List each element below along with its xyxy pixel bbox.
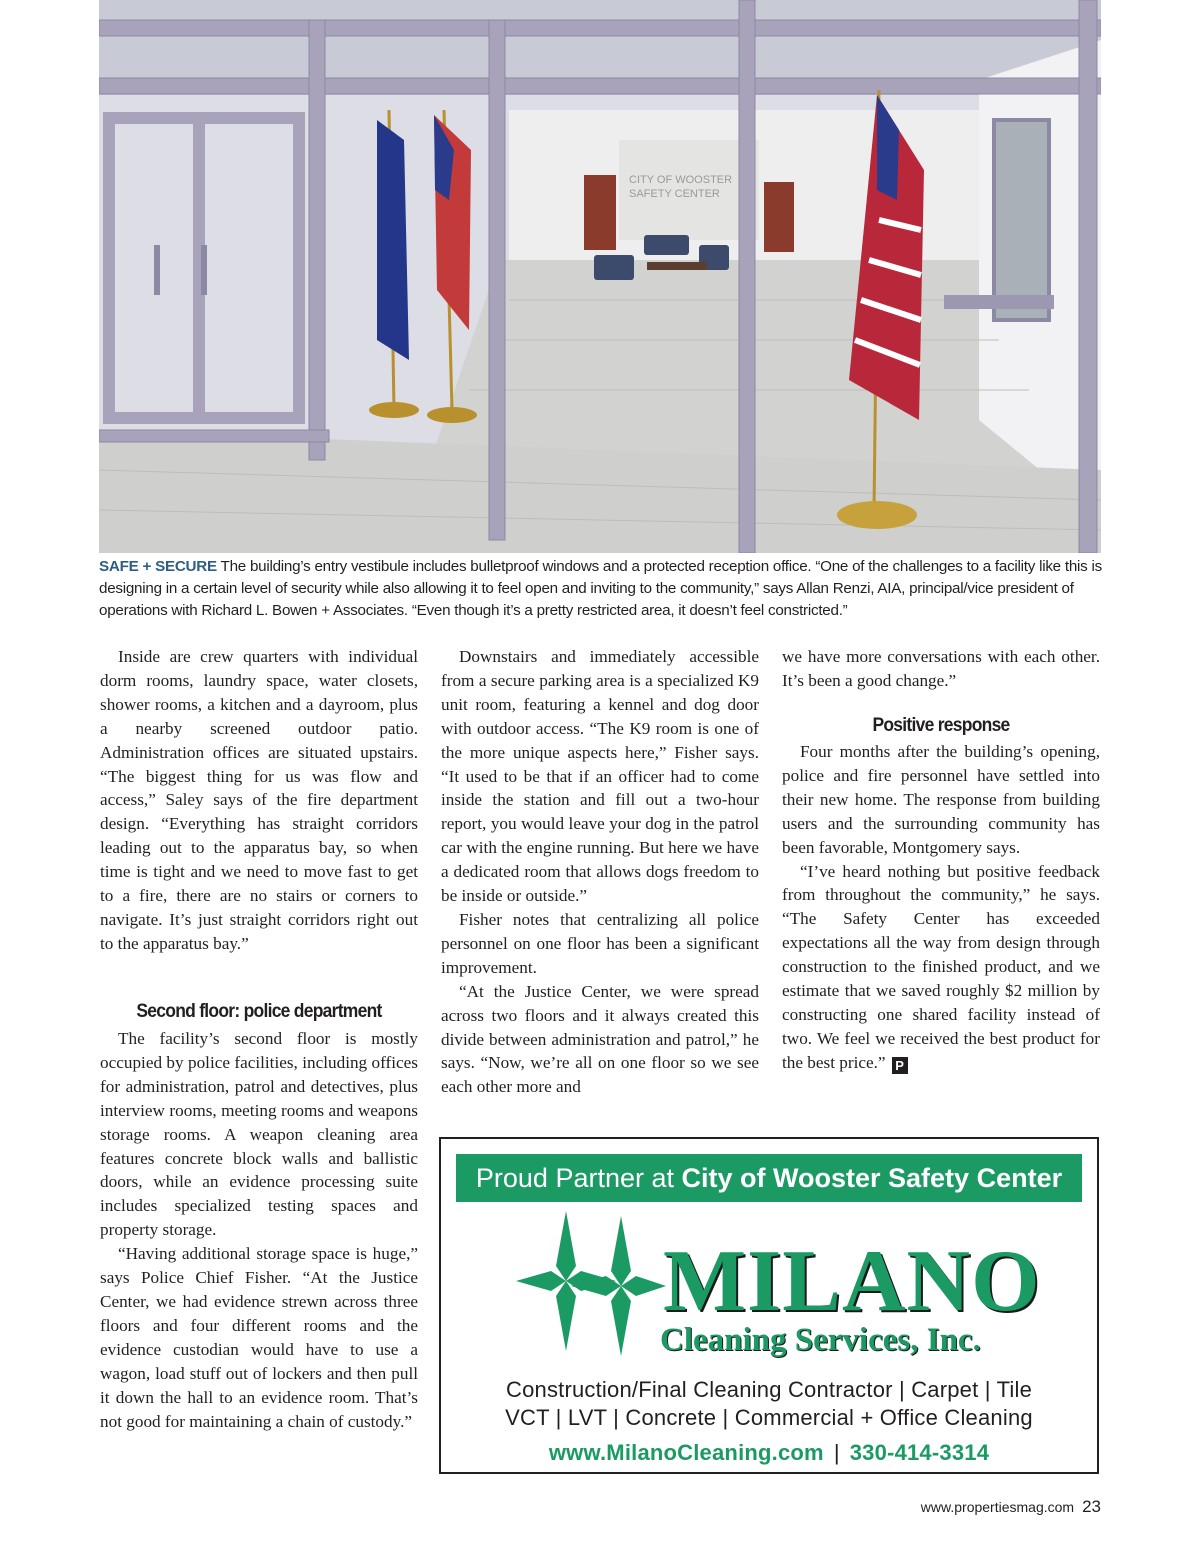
ad-contact-line [441,1439,1097,1467]
lobby-photo-illustration [99,0,1101,553]
hero-photo [99,0,1101,553]
col1-paragraph-2: The facility’s second floor is mostly occupied by police facilities, including offices for administration, patrol and detectives, plus interview rooms, meeting rooms and weapons storage rooms. A weapon cleaning area features concrete block walls and ballistic doors, while an evidence processing suite includes specialized testing spaces and property storage. [100,1029,418,1240]
col2-paragraph-1: Downstairs and immediately accessible from a secure parking area is a specialized K9 unit room, featuring a kennel and dog door with outdoor access. “The K9 room is one of the more unique aspects here,” Fisher says. “It used to be that if an officer had to come inside the station and fill out a two-hour report, you would leave your dog in the patrol car with the engine running. But here we have a dedicated room that allows dogs freedom to be inside or outside.” [441,647,759,906]
heading-second-floor: Second floor: police department [136,1001,382,1022]
milano-advertisement[interactable] [439,1137,1099,1474]
article-column-2 [441,645,759,1099]
end-of-article-mark: P [892,1057,908,1074]
article-column-3 [782,645,1100,693]
col3-paragraph-3 [782,860,1100,1075]
col1-paragraph-1: Inside are crew quarters with individual dorm rooms, laundry space, water closets, shower rooms, a kitchen and a dayroom, plus a nearby screened outdoor patio. Administration offices are situated upstairs. “The biggest thing for us was flow and access,” Saley says of the fire department design. “Everything has straight corridors leading out to the apparatus bay, so when time is tight and we need to move fast to get to a fire, there are no stairs or corners to navigate. It’s just straight corridors right out to the apparatus bay.” [100,647,418,953]
signage-line-1: CITY OF WOOSTER [629,174,733,186]
ad-phone-number[interactable]: 330-414-3314 [849,1440,990,1465]
signage-line-2: SAFETY CENTER [629,188,720,200]
footer-site-url[interactable]: www.propertiesmag.com [920,1499,1075,1515]
col3-paragraph-3-text: “I’ve heard nothing but positive feedback from throughout the community,” he says. “The Safety Center has exceeded expectations all the way from design through construction to the finished product, and we estimate that we saved roughly $2 million by constructing one shared facility instead of two. We feel we received the best product for the best price.” [782,861,1100,1072]
col1-paragraph-3: “Having additional storage space is huge,” says Police Chief Fisher. “At the Justice Center, we had evidence strewn across three floors and four different rooms and the evidence custodian would have to use a wagon, load stuff out of lockers and then pull it down the hall to an evidence room. That’s not good for maintaining a chain of custody.” [100,1244,418,1431]
col3-paragraph-2: Four months after the building’s opening, police and fire personnel have settled into their new home. The response from building users and the surrounding community has been favorable, Montgomery says. [782,742,1100,857]
ad-partner-banner [456,1154,1082,1202]
ad-banner-prefix: Proud Partner at [475,1163,682,1193]
ad-contact-separator: | [833,1440,840,1465]
compass-star-logo-icon [516,1211,666,1361]
col2-paragraph-2: Fisher notes that centralizing all police personnel on one floor has been a significant improvement. [441,909,759,977]
article-column-1-continued [100,1027,418,1433]
page-number: 23 [1082,1497,1101,1516]
col2-paragraph-3: “At the Justice Center, we were spread across two floors and it always created this divide between administration and patrol,” he says. “Now, we’re all on one floor so we see each other more and [441,981,759,1097]
caption-text: The building’s entry vestibule includes bulletproof windows and a protected reception office. “One of the challenges to a facility like this is designing in a certain level of security while also allowing it to feel open and inviting to the community,” says Allan Renzi, AIA, principal/vice president of operations with Richard L. Bowen + Associates. “Even though it’s a pretty restricted area, it doesn’t feel constricted.” [99,558,1102,619]
ad-services-line-2: VCT | LVT | Concrete | Commercial + Office Cleaning [505,1405,1033,1430]
ad-company-name: MILANO [663,1233,1041,1330]
article-column-3-continued [782,740,1100,1075]
ad-banner-bold: City of Wooster Safety Center [681,1163,1063,1193]
ad-services-line-1: Construction/Final Cleaning Contractor | Carpet | Tile [505,1377,1033,1402]
article-column-1 [100,645,418,956]
ad-website-link[interactable]: www.MilanoCleaning.com [548,1440,824,1465]
caption-lead: SAFE + SECURE [99,558,217,575]
page-footer [921,1497,1101,1517]
ad-company-subtitle: Cleaning Services, Inc. [660,1322,981,1358]
col3-paragraph-1: we have more conversations with each other. It’s been a good change.” [782,647,1100,690]
photo-caption [99,556,1103,622]
heading-positive-response: Positive response [872,715,1010,736]
